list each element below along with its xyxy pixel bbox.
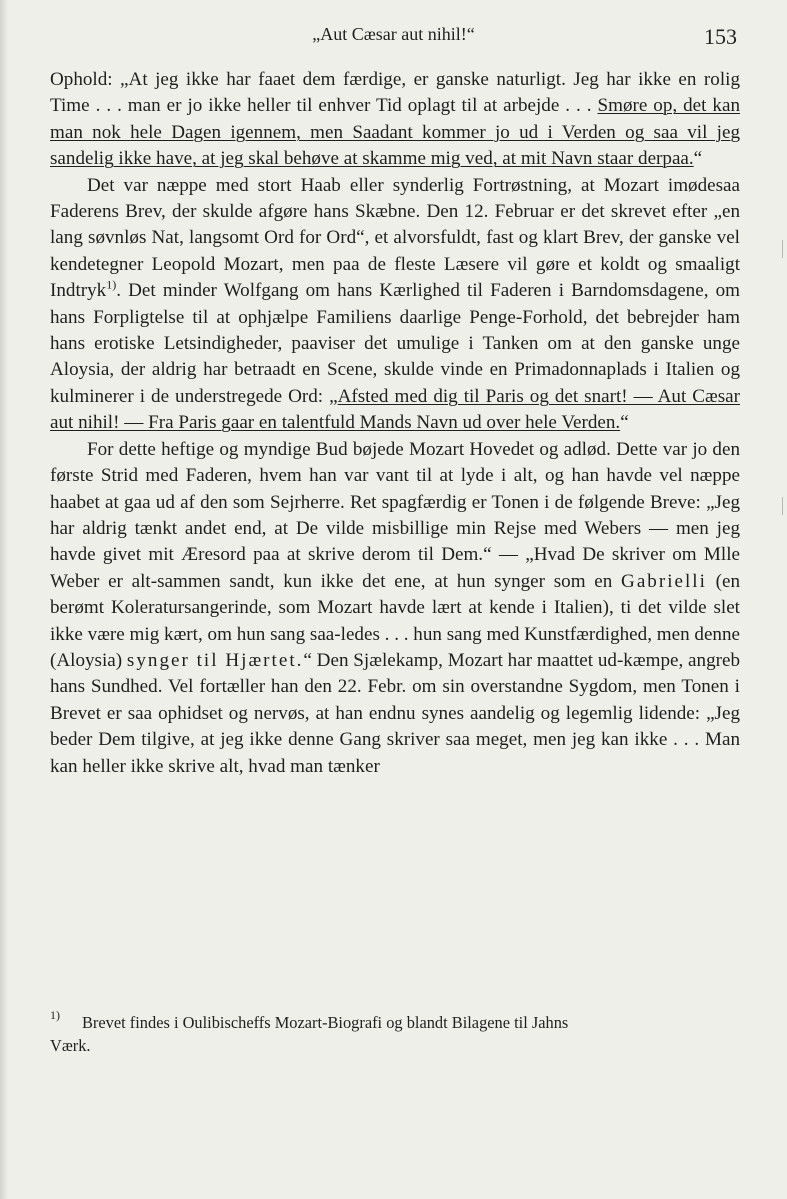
text-segment: . Det minder Wolfgang om hans Kærlighed til Faderen i Barndomsdagene, om hans Forpligtelse til at ophjælpe Familiens daarlige Penge-Forhold, det bebrejder ham hans erotiske Letsindigheder, paaviser det umulige i Tanken om at den ganske unge Aloysia, der aldrig har betraadt en Scene, skulde vinde en Primadonnaplads i Italien og kulminerer i de understregede Ord: „ — [50, 280, 740, 407]
text-segment: “ — [693, 148, 703, 170]
text-segment: Det var næppe med stort Haab eller synderlig Fortrøstning, at Mozart imødesaa Faderens Brev, der skulde afgøre hans Skæbne. Den 12. Februar er det skrevet efter „en lang søvnløs Nat, langsomt Ord for Ord“, et alvorsfuldt, fast og klart Brev, der ganske vel kendetegner Leopold Mozart, men paa de fleste Læsere vil gøre et koldt og smaaligt Indtryk — [50, 174, 740, 302]
page-edge-mark — [782, 497, 783, 515]
paragraph-3 — [50, 437, 740, 780]
text-segment: (en berømt Koleratursangerinde, som Mozart havde lært at kende i Italien), ti det vilde slet ikke være mig kært, om hun sang saa-ledes . . . hun sang med Kunstfærdighed, men denne (Aloysia) — [50, 570, 741, 671]
header-title: „Aut Cæsar aut nihil!“ — [312, 24, 475, 44]
footnote-reference: 1) — [106, 277, 117, 292]
spaced-name-segment: Gabrielli — [621, 570, 707, 592]
underlined-text-segment: Afsted med dig til Paris og det snart! — Aut Cæsar aut nihil! — Fra Paris gaar en talentfuld Mands Navn ud over hele Verden. — [50, 385, 740, 434]
running-header — [50, 24, 737, 54]
paragraph-2 — [50, 173, 740, 437]
footnote-text: Brevet findes i Oulibischeffs Mozart-Biografi og blandt Bilagene til Jahns — [82, 1013, 569, 1032]
underlined-text-segment: Smøre op, det kan man nok hele Dagen igennem, men Saadant kommer jo ud i Verden og saa vil jeg sandelig ikke have, at jeg skal behøve at skamme mig ved, at mit Navn staar derpaa. — [50, 95, 740, 170]
page-edge-mark — [782, 240, 783, 258]
footnote-continuation: Værk. — [50, 1036, 91, 1055]
text-segment: Ophold: „At jeg ikke har faaet dem færdige, er ganske naturligt. Jeg har ikke en rolig Time . . . man er jo ikke heller til enhver Tid oplagt til at arbejde . . . — [50, 69, 740, 117]
page-binding-shadow — [0, 0, 8, 1199]
paragraph-1 — [50, 67, 740, 173]
text-segment: “ Den Sjælekamp, Mozart har maattet ud-kæmpe, angreb hans Sundhed. Vel fortæller han den 22. Febr. om sin overstandne Sygdom, men Tonen i Brevet er saa ophidset og nervøs, at han endnu synes aandelig og legemlig lidende: „Jeg beder Dem tilgive, at jeg ikke denne Gang skriver saa meget, men jeg kan ikke . . . Man kan heller ikke skrive alt, hvad man tænker — [50, 649, 740, 777]
spaced-emphasis-segment: synger til Hjærtet. — [126, 649, 304, 671]
main-text — [50, 67, 740, 780]
page-number: 153 — [704, 24, 737, 49]
text-segment: “ — [620, 412, 629, 434]
footnote-marker: 1) — [50, 1008, 60, 1022]
text-segment: For dette heftige og myndige Bud bøjede Mozart Hovedet og adlød. Dette var jo den første Strid med Faderen, hvem han var vant til at lyde i alt, og han havde vel næppe haabet at gaa ud af den som Sejrherre. Ret spagfærdig er Tonen i de følgende Breve: „Jeg har aldrig tænkt andet end, at De vilde misbillige min Rejse med Webers — men jeg havde givet mit Æresord paa at skrive derom til Dem.“ — „Hvad De skriver om Mlle Weber er alt-sammen sandt, kun ikke det ene, at hun synger som en — [50, 438, 740, 592]
